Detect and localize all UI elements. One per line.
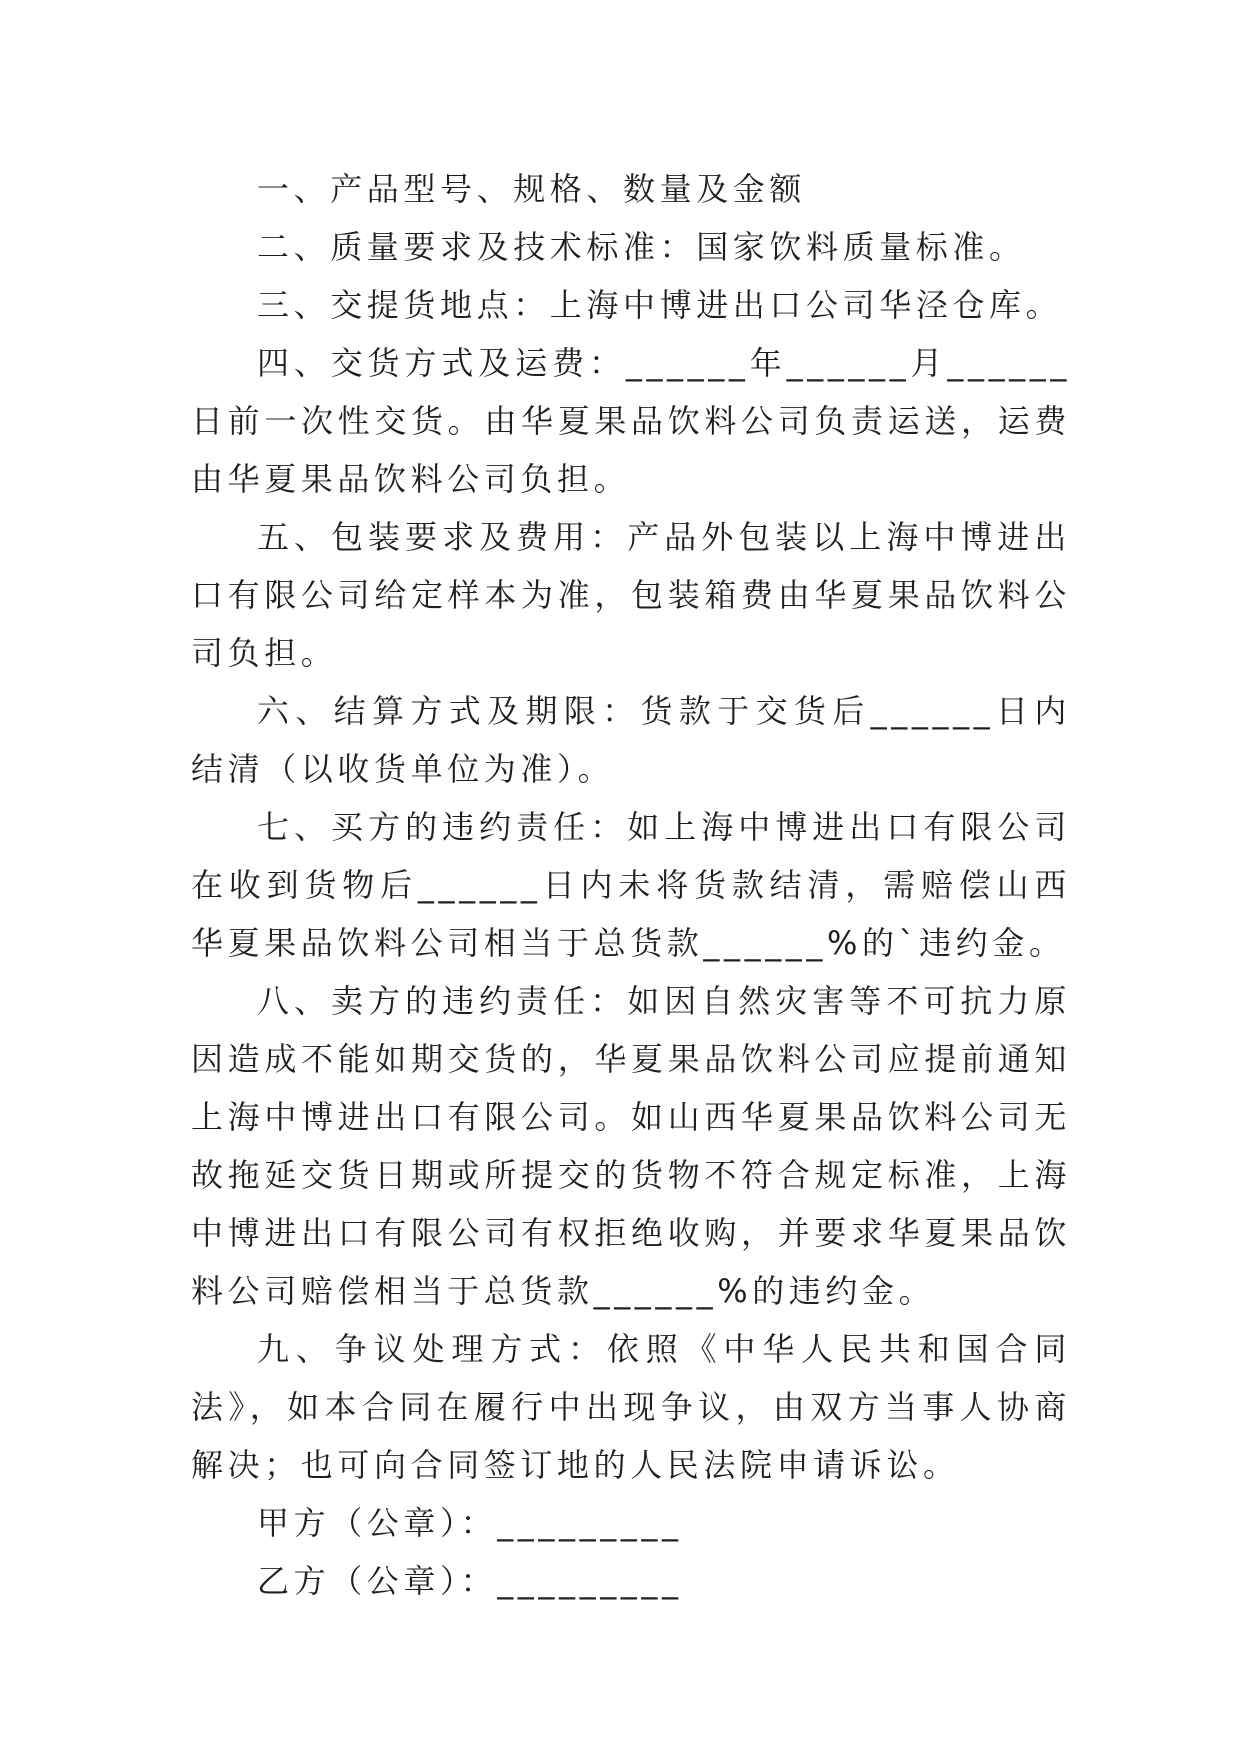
clause-delivery-location: 三、交提货地点：上海中博进出口公司华泾仓库。 (257, 286, 1063, 324)
clause-quality-standard: 二、质量要求及技术标准：国家饮料质量标准。 (257, 228, 1026, 266)
clause-seller-liability: 八、卖方的违约责任：如因自然灾害等不可抗力原因造成不能如期交货的，华夏果品饮料公司应提前通知上海中博进出口有限公司。如山西华夏果品饮料公司无故拖延交货日期或所提交的货物不符合规定标准，上海中博进出口有限公司有权拒绝收购，并要求华夏果品饮料公司赔偿相当于总货款______%的违约金。 (191, 982, 1071, 1310)
clause-settlement: 六、结算方式及期限：货款于交货后______日内结清（以收货单位为准）。 (191, 692, 1071, 788)
clause-buyer-liability: 七、买方的违约责任：如上海中博进出口有限公司在收到货物后______日内未将货款结清，需赔偿山西华夏果品饮料公司相当于总货款______%的`违约金。 (191, 808, 1071, 962)
clause-packaging: 五、包装要求及费用：产品外包装以上海中博进出口有限公司给定样本为准，包装箱费由华夏果品饮料公司负担。 (191, 518, 1071, 672)
contract-body (191, 160, 1071, 1610)
clause-product-specs: 一、产品型号、规格、数量及金额 (257, 170, 807, 208)
party-b-seal-line: 乙方（公章）：_________ (257, 1562, 683, 1600)
party-a-seal-line: 甲方（公章）：_________ (257, 1504, 683, 1542)
clause-delivery-method: 四、交货方式及运费：______年______月______日前一次性交货。由华夏果品饮料公司负责运送，运费由华夏果品饮料公司负担。 (191, 344, 1071, 498)
clause-dispute-resolution: 九、争议处理方式：依照《中华人民共和国合同法》，如本合同在履行中出现争议，由双方当事人协商解决；也可向合同签订地的人民法院申请诉讼。 (191, 1330, 1071, 1484)
